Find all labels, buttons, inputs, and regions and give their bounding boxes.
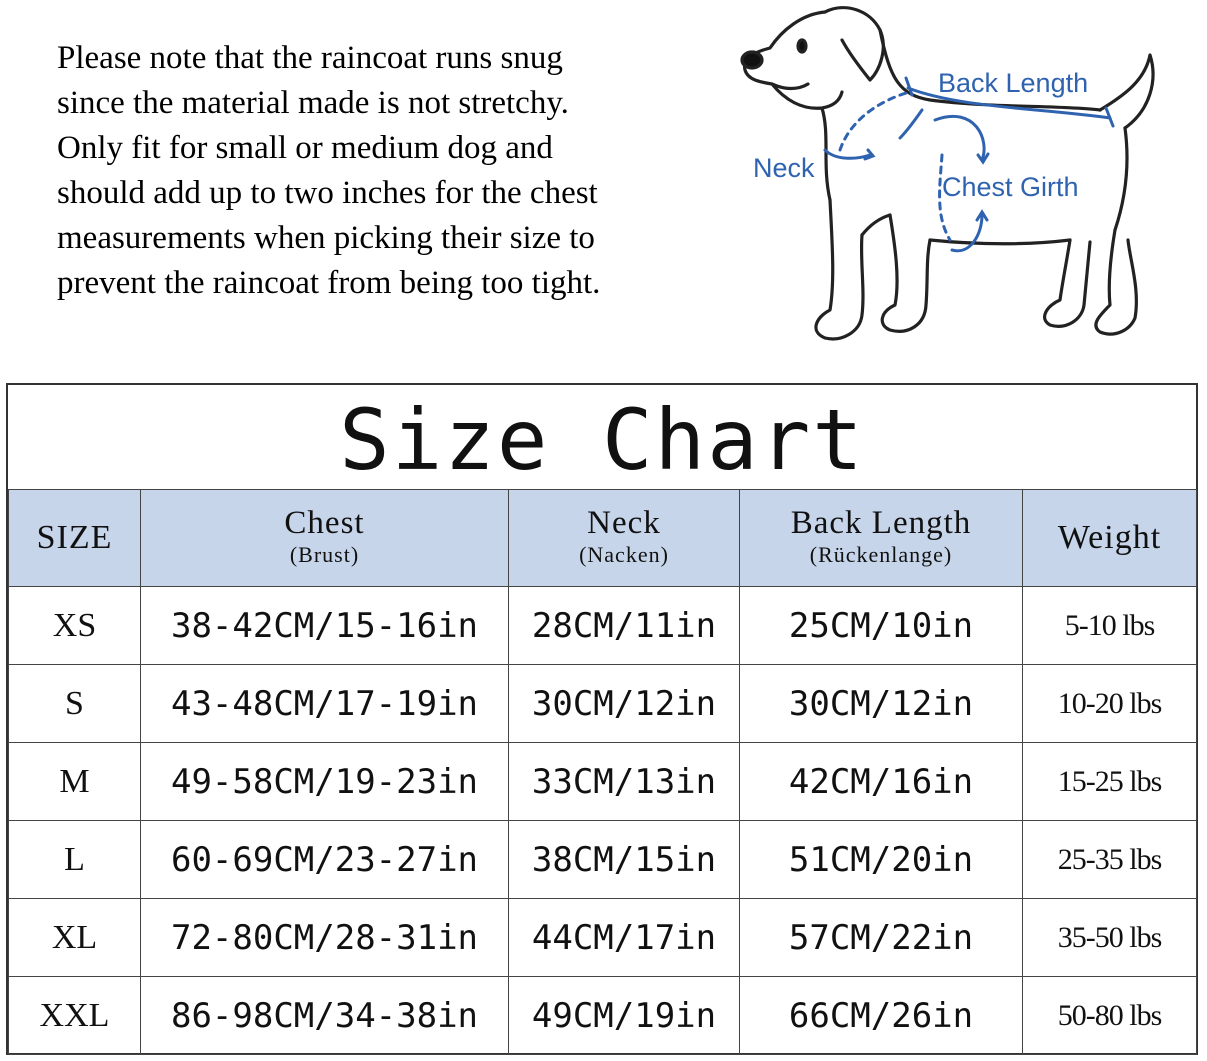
back-length-cell: 42CM/16in — [740, 743, 1023, 821]
table-row — [9, 587, 1197, 665]
table-row — [9, 665, 1197, 743]
header-size: SIZE — [9, 490, 141, 587]
header-chest-label: Chest — [284, 505, 365, 541]
chest-girth-label: Chest Girth — [942, 172, 1079, 202]
header-neck — [509, 490, 740, 587]
header-weight: Weight — [1023, 490, 1197, 587]
neck-cell: 30CM/12in — [509, 665, 740, 743]
note-line: prevent the raincoat from being too tight. — [57, 265, 601, 301]
weight-cell: 25-35 lbs — [1023, 821, 1197, 899]
back-length-cell: 25CM/10in — [740, 587, 1023, 665]
weight-cell: 5-10 lbs — [1023, 587, 1197, 665]
back-length-label: Back Length — [938, 68, 1089, 98]
size-cell: L — [9, 821, 141, 899]
table-row — [9, 743, 1197, 821]
chart-title: Size Chart — [339, 391, 865, 489]
size-table — [8, 489, 1197, 1055]
neck-cell: 38CM/15in — [509, 821, 740, 899]
header-chest — [141, 490, 509, 587]
table-row — [9, 977, 1197, 1055]
size-cell: S — [9, 665, 141, 743]
chest-cell: 43-48CM/17-19in — [141, 665, 509, 743]
size-cell: XL — [9, 899, 141, 977]
weight-cell: 50-80 lbs — [1023, 977, 1197, 1055]
header-back-length — [740, 490, 1023, 587]
note-line: Please note that the raincoat runs snug — [57, 40, 563, 76]
header-back-sub: (Rückenlange) — [809, 542, 953, 567]
header-chest-sub: (Brust) — [289, 542, 360, 567]
dog-measurement-diagram — [730, 0, 1160, 355]
neck-cell: 33CM/13in — [509, 743, 740, 821]
neck-cell: 49CM/19in — [509, 977, 740, 1055]
header-neck-label: Neck — [587, 505, 661, 541]
note-line: should add up to two inches for the chest — [57, 175, 598, 211]
header-neck-sub: (Nacken) — [579, 542, 669, 567]
fit-note — [57, 36, 737, 306]
back-length-cell: 66CM/26in — [740, 977, 1023, 1055]
table-header-row — [9, 490, 1197, 587]
chest-cell: 86-98CM/34-38in — [141, 977, 509, 1055]
table-row — [9, 821, 1197, 899]
size-cell: M — [9, 743, 141, 821]
chest-cell: 60-69CM/23-27in — [141, 821, 509, 899]
neck-cell: 28CM/11in — [509, 587, 740, 665]
back-length-cell: 30CM/12in — [740, 665, 1023, 743]
chest-cell: 49-58CM/19-23in — [141, 743, 509, 821]
size-chart — [6, 383, 1198, 1055]
header-back-label: Back Length — [790, 505, 972, 541]
chest-cell: 72-80CM/28-31in — [141, 899, 509, 977]
neck-label: Neck — [753, 153, 815, 183]
note-line: Only fit for small or medium dog and — [57, 130, 553, 166]
size-cell: XXL — [9, 977, 141, 1055]
weight-cell: 10-20 lbs — [1023, 665, 1197, 743]
back-length-cell: 51CM/20in — [740, 821, 1023, 899]
table-row — [9, 899, 1197, 977]
chest-cell: 38-42CM/15-16in — [141, 587, 509, 665]
note-line: measurements when picking their size to — [57, 220, 595, 256]
weight-cell: 15-25 lbs — [1023, 743, 1197, 821]
note-line: since the material made is not stretchy. — [57, 85, 569, 121]
back-length-cell: 57CM/22in — [740, 899, 1023, 977]
weight-cell: 35-50 lbs — [1023, 899, 1197, 977]
neck-cell: 44CM/17in — [509, 899, 740, 977]
size-cell: XS — [9, 587, 141, 665]
measure-lines-icon — [825, 78, 1113, 251]
